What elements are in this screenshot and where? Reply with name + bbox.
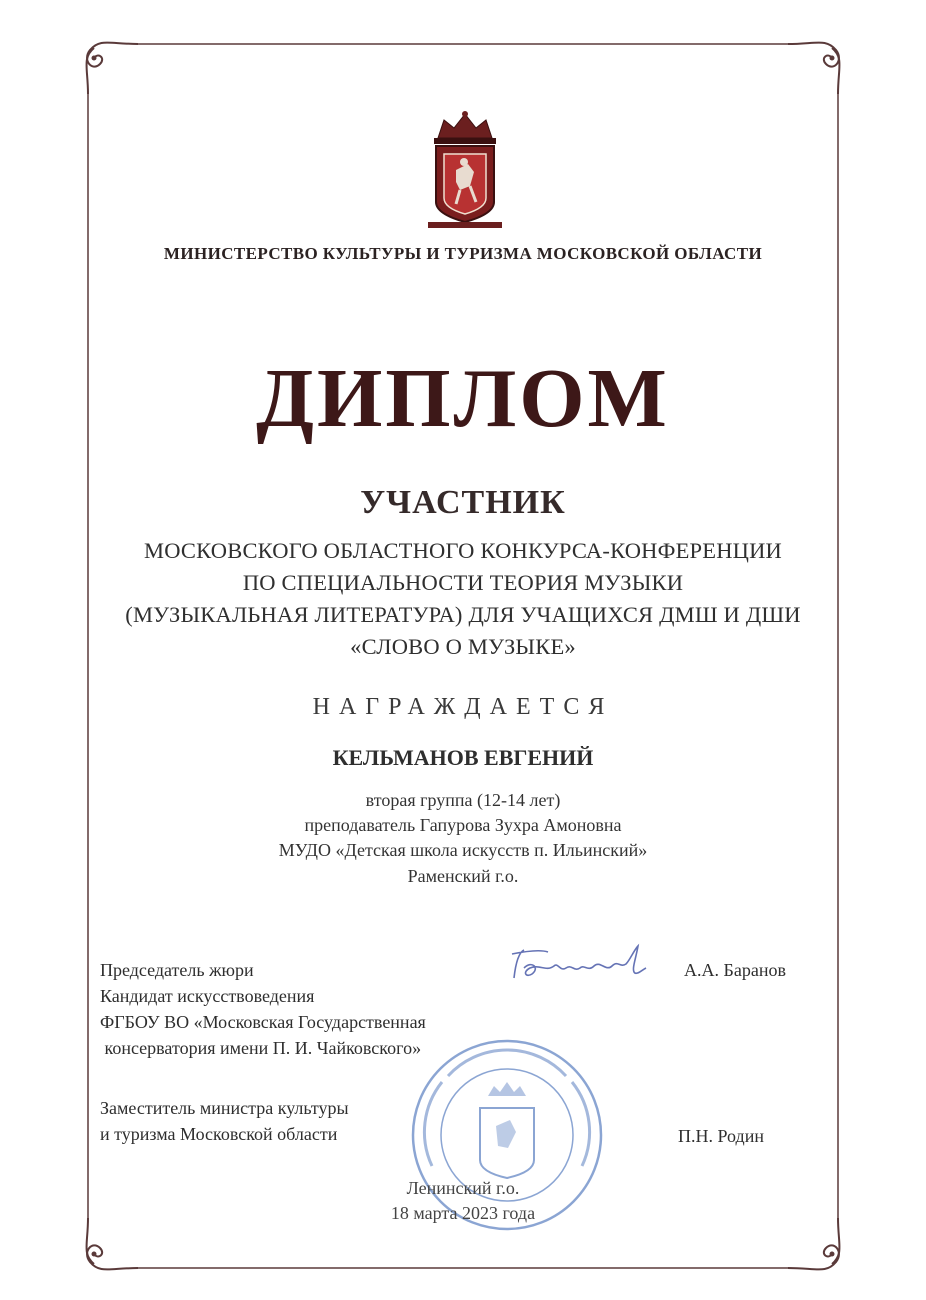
- contest-line: «СЛОВО О МУЗЫКЕ»: [350, 634, 576, 659]
- deputy-signatory-name: П.Н. Родин: [678, 1126, 764, 1146]
- jury-signatory-name: А.А. Баранов: [684, 960, 786, 980]
- handwritten-signature: [502, 938, 652, 998]
- deputy-title-line: Заместитель министра культуры: [100, 1098, 349, 1118]
- place-line: Ленинский г.о.: [406, 1178, 520, 1198]
- awarded-label: НАГРАЖДАЕТСЯ: [312, 694, 614, 720]
- corner-ornament-icon: [70, 28, 146, 104]
- recipient-name: КЕЛЬМАНОВ ЕВГЕНИЙ: [332, 745, 594, 770]
- coat-of-arms-icon: [416, 110, 514, 232]
- corner-ornament-icon: [780, 28, 856, 104]
- detail-line: Раменский г.о.: [407, 866, 519, 886]
- ministry-heading: МИНИСТЕРСТВО КУЛЬТУРЫ И ТУРИЗМА МОСКОВСКОЙ ОБЛАСТИ: [163, 244, 763, 263]
- jury-title-line: ФГБОУ ВО «Московская Государственная: [100, 1012, 426, 1032]
- detail-line: МУДО «Детская школа искусств п. Ильинский»: [278, 840, 648, 860]
- date-line: 18 марта 2023 года: [390, 1203, 536, 1223]
- diploma-title: ДИПЛОМ: [256, 352, 670, 445]
- category-heading: УЧАСТНИК: [360, 484, 566, 521]
- contest-line: ПО СПЕЦИАЛЬНОСТИ ТЕОРИЯ МУЗЫКИ: [242, 570, 684, 595]
- contest-line: (МУЗЫКАЛЬНАЯ ЛИТЕРАТУРА) ДЛЯ УЧАЩИХСЯ ДМШ И ДШИ: [125, 602, 801, 627]
- contest-line: МОСКОВСКОГО ОБЛАСТНОГО КОНКУРСА-КОНФЕРЕНЦИИ: [144, 538, 782, 563]
- jury-title-line: консерватория имени П. И. Чайковского»: [100, 1038, 422, 1058]
- jury-title-line: Председатель жюри: [100, 960, 254, 980]
- deputy-title-line: и туризма Московской области: [100, 1124, 338, 1144]
- detail-line: вторая группа (12-14 лет): [365, 790, 561, 810]
- jury-title-line: Кандидат искусствоведения: [100, 986, 315, 1006]
- detail-line: преподаватель Гапурова Зухра Амоновна: [304, 815, 622, 835]
